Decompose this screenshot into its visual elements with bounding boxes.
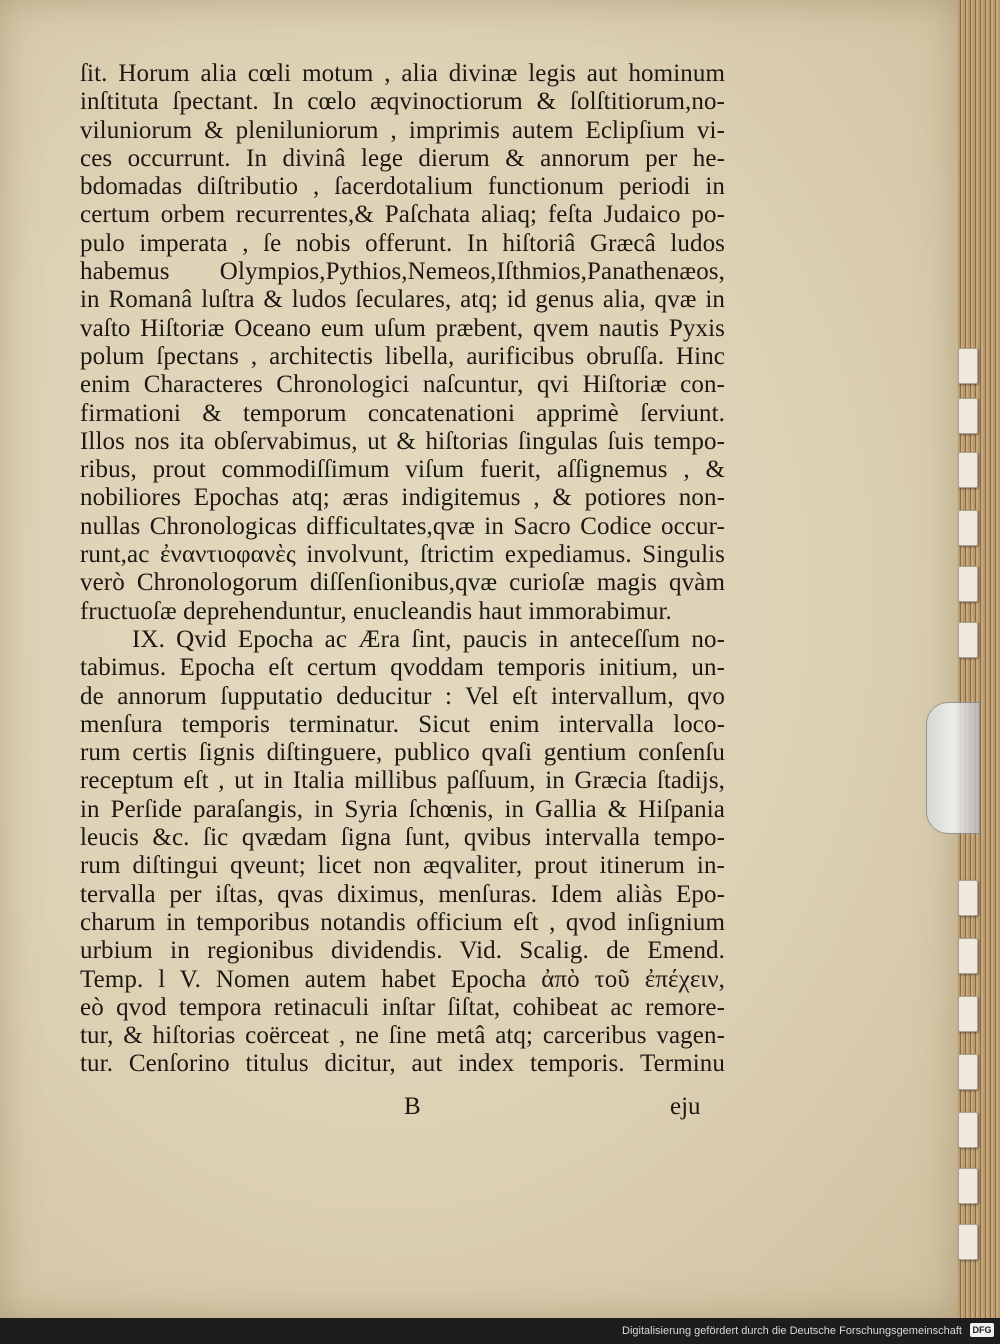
text-line: tervalla per iſtas, qvas diximus, menſuras. Idem aliàs Epo- — [80, 880, 725, 908]
text-line: tur, & hiſtorias coërceat , ne ſine metâ atq; carceribus vagen- — [80, 1022, 725, 1050]
text-line: rum certis ſignis diſtinguere, publico qvaſi gentium conſenſu — [80, 739, 725, 767]
index-tab — [958, 938, 978, 974]
text-line: viluniorum & pleniluniorum , imprimis autem Eclipſium vi- — [80, 116, 725, 144]
text-line: in Perſide paraſangis, in Syria ſchœnis, in Gallia & Hiſpania — [80, 795, 725, 823]
text-line: ribus, prout commodiſſimum viſum fuerit, aſſignemus , & — [80, 456, 725, 484]
text-line: verò Chronologorum diſſenſionibus,qvæ curioſæ magis qvàm — [80, 569, 725, 597]
index-tab — [958, 566, 978, 602]
text-line: certum orbem recurrentes,& Paſchata aliaq; feſta Judaico po- — [80, 201, 725, 229]
index-tab — [958, 1168, 978, 1204]
text-line: fructuoſæ deprehenduntur, enucleandis haut immorabimur. — [80, 597, 672, 625]
section-heading-line: IX. Qvid Epocha ac Æra ſint, paucis in anteceſſum no- — [132, 625, 725, 653]
text-line: receptum eſt , ut in Italia millibus paſſuum, in Græcia ſtadijs, — [80, 767, 725, 795]
signature-mark: B — [404, 1093, 421, 1120]
text-line: bdomadas diſtributio , ſacerdotalium functionum periodi in — [80, 173, 725, 201]
text-line: enim Characteres Chronologici naſcuntur, qvi Hiſtoriæ con- — [80, 371, 725, 399]
text-line: vaſto Hiſtoriæ Oceano eum uſum præbent, qvem nautis Pyxis — [80, 314, 725, 342]
index-tab — [958, 348, 978, 384]
text-line: pulo imperata , ſe nobis offerunt. In hiſtoriâ Græcâ ludos — [80, 229, 725, 257]
text-line: tur. Cenſorino titulus dicitur, aut index temporis. Terminu — [80, 1050, 725, 1078]
index-tab — [958, 880, 978, 916]
text-line: eò qvod tempora retinaculi inſtar ſiſtat, cohibeat ac remore- — [80, 993, 725, 1021]
text-line: rum diſtingui qveunt; licet non æqvaliter, prout itinerum in- — [80, 852, 725, 880]
text-line: polum ſpectans , architectis libella, aurificibus obruſſa. Hinc — [80, 342, 725, 370]
text-line: charum in temporibus notandis officium eſt , qvod inſignium — [80, 908, 725, 936]
index-tab — [958, 452, 978, 488]
text-line: nullas Chronologicas difficultates,qvæ in Sacro Codice occur- — [80, 512, 725, 540]
text-line: tabimus. Epocha eſt certum qvoddam temporis initium, un- — [80, 654, 725, 682]
index-tab — [958, 996, 978, 1032]
text-line: in Romanâ luſtra & ludos ſeculares, atq; id genus alia, qvæ in — [80, 286, 725, 314]
text-line: nobiliores Epochas atq; æras indigitemus , & potiores non- — [80, 484, 725, 512]
footer-credit: Digitalisierung gefördert durch die Deutsche Forschungsgemeinschaft — [622, 1325, 962, 1337]
index-tab — [958, 1054, 978, 1090]
text-line: ſit. Horum alia cœli motum , alia divinæ legis aut hominum — [80, 60, 725, 87]
text-line: firmationi & temporum concatenationi apprimè ſerviunt. — [80, 399, 725, 427]
page-clip — [926, 702, 980, 834]
text-line: ces occurrunt. In divinâ lege dierum & annorum per he- — [80, 144, 725, 172]
index-tab — [958, 398, 978, 434]
body-text — [80, 60, 725, 1079]
text-line: inſtituta ſpectant. In cœlo æqvinoctiorum & ſolſtitiorum,no- — [80, 88, 725, 116]
digitization-footer — [0, 1318, 1000, 1344]
text-line: de annorum ſupputatio deducitur : Vel eſt intervallum, qvo — [80, 682, 725, 710]
text-line: habemus Olympios,Pythios,Nemeos,Iſthmios,Panathenæos, — [80, 258, 725, 286]
text-line: Illos nos ita obſervabimus, ut & hiſtorias ſingulas ſuis tempo- — [80, 427, 725, 455]
index-tab — [958, 622, 978, 658]
text-line: menſura temporis terminatur. Sicut enim intervalla loco- — [80, 710, 725, 738]
text-line: runt,ac ἐναντιοφανὲς involvunt, ſtrictim expediamus. Singulis — [80, 541, 725, 569]
index-tab — [958, 1112, 978, 1148]
index-tab — [958, 1224, 978, 1260]
dfg-logo-icon: DFG — [970, 1323, 994, 1337]
catchword: eju — [670, 1093, 701, 1120]
text-line: Temp. l V. Nomen autem habet Epocha ἀπὸ τοῦ ἐπέχειν, — [80, 965, 725, 993]
index-tab — [958, 510, 978, 546]
text-line: leucis &c. ſic qvædam ſigna ſunt, qvibus intervalla tempo- — [80, 824, 725, 852]
text-line: urbium in regionibus dividendis. Vid. Scalig. de Emend. — [80, 937, 725, 965]
